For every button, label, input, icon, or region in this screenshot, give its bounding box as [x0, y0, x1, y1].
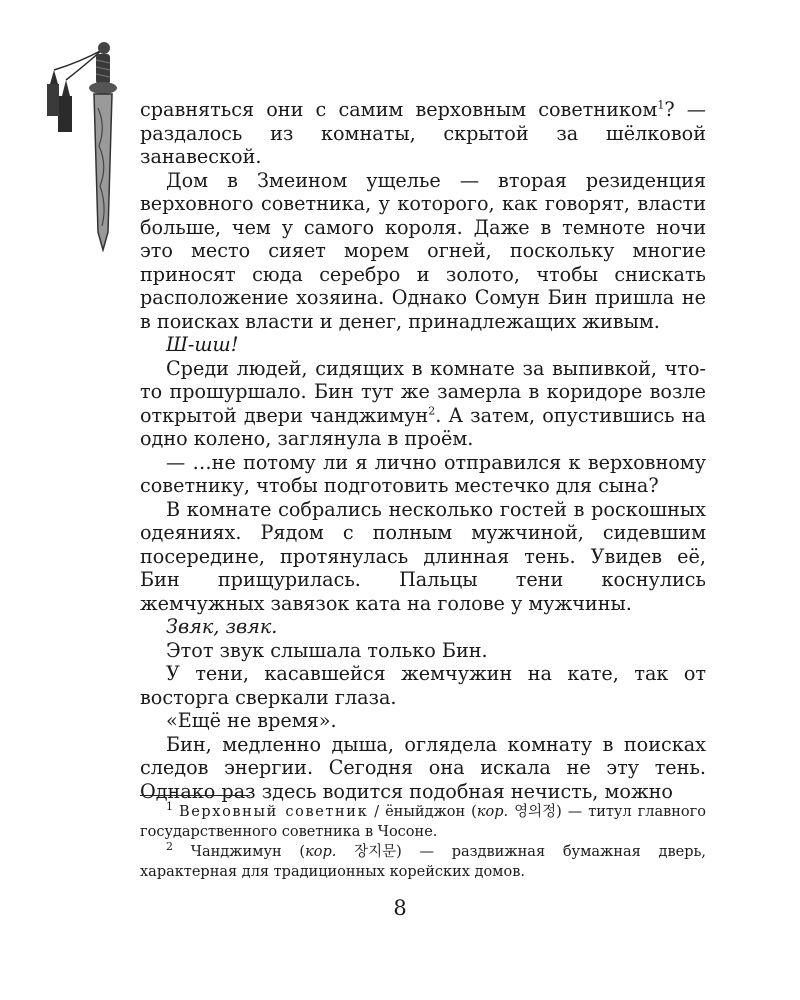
footnote-2: $^2$ Чанджимун (кор. 장지문) — раздвижная бумажная дверь, характерная для традиционных корейских домов. [140, 840, 706, 880]
footnote-ref: 1 [657, 98, 665, 112]
paragraph: Среди людей, сидящих в комнате за выпивкой, что-то прошуршало. Бин тут же замерла в коридоре возле открытой двери чанджимун$^2$. А затем, опустившись на одно колено, заглянула в проём. [140, 356, 706, 450]
paragraph: В комнате собрались несколько гостей в роскошных одеяниях. Рядом с полным мужчиной, сидевшим посередине, протянулась длинная тень. Увидев её, Бин прищурилась. Пальцы тени коснулись жемчужных завязок ката на голове у мужчины. [140, 497, 706, 615]
footnote-divider [140, 795, 250, 796]
paragraph: У тени, касавшейся жемчужин на кате, так от восторга сверкали глаза. [140, 662, 706, 709]
paragraph: Дом в Змеином ущелье — вторая резиденция верховного советника, у которого, как говорят, власти больше, чем у самого короля. Даже в темноте ночи это место сияет морем огней, поскольку многие приносят сюда серебро и золото, чтобы снискать расположение хозяина. Однако Сомун Бин пришла не в поисках власти и денег, принадлежащих живым. [140, 168, 706, 333]
paragraph: Звяк, звяк. [166, 615, 278, 638]
paragraph: сравняться они с самим верховным советником$^1$? — раздалось из комнаты, скрытой за шёлковой занавеской. [140, 98, 706, 168]
body-text [140, 98, 706, 803]
paragraph: Этот звук слышала только Бин. [166, 638, 488, 662]
footnote-1: $^1$ Верховный советник / ёныйджон (кор. 영의정) — титул главного государственного советника в Чосоне. [140, 800, 706, 840]
footnotes [140, 802, 706, 882]
sword-icon [44, 36, 130, 252]
footnote-ref: 2 [428, 404, 436, 418]
page-number: 8 [393, 896, 407, 920]
paragraph: Ш-шш! [166, 333, 239, 356]
paragraph: — …не потому ли я лично отправился к верховному советнику, чтобы подготовить местечко для сына? [140, 450, 706, 497]
paragraph: «Ещё не время». [166, 709, 337, 732]
paragraph: Бин, медленно дыша, оглядела комнату в поисках следов энергии. Сегодня она искала не эту тень. Однако раз здесь водится подобная нечисть, можно [140, 732, 706, 803]
